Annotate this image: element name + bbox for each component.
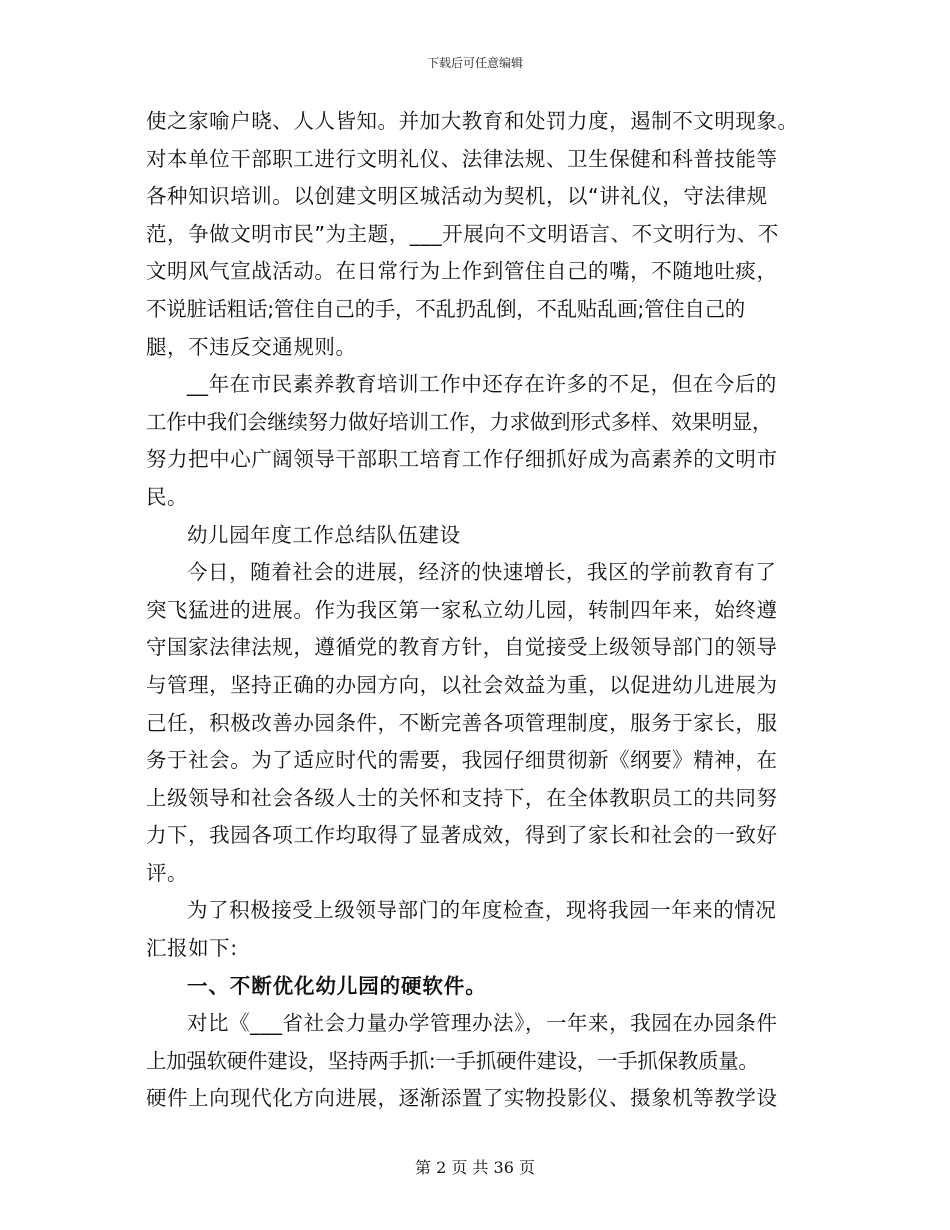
text-line: 硬件上向现代化方向进展，逐渐添置了实物投影仪、摄象机等教学设 (146, 1086, 778, 1111)
text-line: 民。 (146, 484, 189, 509)
text-line: 守国家法律法规，遵循党的教育方针，自觉接受上级领导部门的领导 (146, 635, 778, 660)
text-line: 为了积极接受上级领导部门的年度检查，现将我园一年来的情况 (187, 898, 777, 923)
text-line: 文明风气宣战活动。在日常行为上作到管住自己的嘴，不随地吐痰， (146, 259, 778, 284)
text-line: 努力把中心广阔领导干部职工培育工作仔细抓好成为高素养的文明市 (146, 447, 778, 472)
text-line: 己任，积极改善办园条件，不断完善各项管理制度，服务于家长，服 (146, 710, 778, 735)
text-line: 评。 (146, 860, 189, 885)
section-heading: 一、不断优化幼儿园的硬软件。 (187, 973, 487, 998)
text-line: 不说脏话粗话;管住自己的手，不乱扔乱倒，不乱贴乱画;管住自己的 (146, 296, 746, 321)
text-line: 汇报如下: (146, 936, 238, 961)
text-line: 力下，我园各项工作均取得了显著成效，得到了家长和社会的一致好 (146, 823, 778, 848)
text-line: 范，争做文明市民”为主题，___开展向不文明语言、不文明行为、不 (146, 221, 779, 246)
document-body (146, 103, 811, 1118)
text-line: 务于社会。为了适应时代的需要，我园仔细贯彻新《纲要》精神，在 (146, 748, 778, 773)
text-line: 突飞猛进的进展。作为我区第一家私立幼儿园，转制四年来，始终遵 (146, 597, 778, 622)
text-line: 对比《___省社会力量办学管理办法》，一年来，我园在办园条件 (187, 1011, 778, 1036)
text-line: 今日，随着社会的进展，经济的快速增长，我区的学前教育有了 (187, 560, 777, 585)
text-line: 使之家喻户晓、人人皆知。并加大教育和处罚力度，遏制不文明现象。 (146, 109, 799, 133)
text-line: 各种知识培训。以创建文明区城活动为契机，以“讲礼仪，守法律规 (146, 184, 768, 209)
text-line: __年在市民素养教育培训工作中还存在许多的不足，但在今后的 (187, 372, 777, 397)
text-line: 与管理，坚持正确的办园方向，以社会效益为重，以促进幼儿进展为 (146, 672, 778, 697)
text-line: 上级领导和社会各级人士的关怀和支持下，在全体教职员工的共同努 (146, 785, 778, 810)
page-header-note: 下载后可任意编辑 (426, 56, 523, 70)
page-indicator: 第 2 页 共 36 页 (415, 1158, 535, 1177)
text-line: 工作中我们会继续努力做好培训工作，力求做到形式多样、效果明显， (146, 409, 773, 434)
text-line: 上加强软硬件建设，坚持两手抓:一手抓硬件建设，一手抓保教质量。 (146, 1048, 759, 1073)
text-line: 腿，不违反交通规则。 (146, 334, 357, 359)
text-line: 对本单位干部职工进行文明礼仪、法律法规、卫生保健和科普技能等 (146, 146, 778, 171)
section-title: 幼儿园年度工作总结队伍建设 (187, 522, 461, 547)
